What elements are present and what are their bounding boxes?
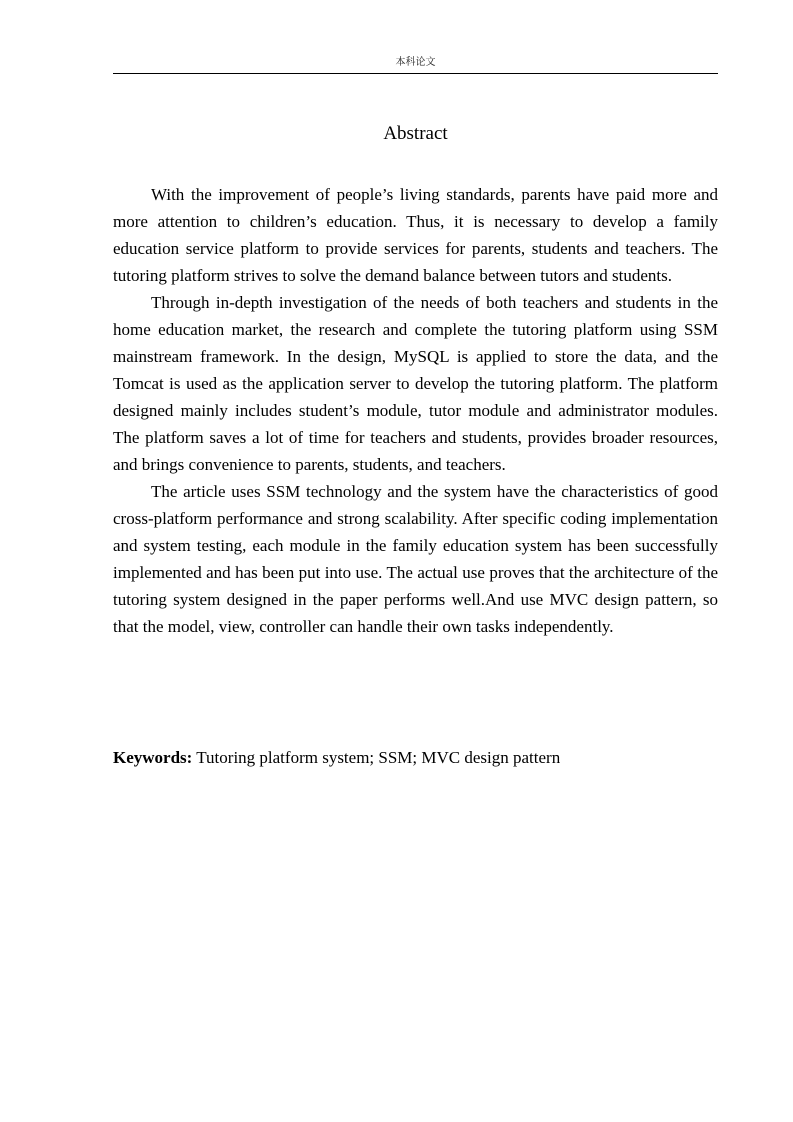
abstract-body [113,181,718,640]
keywords-text: Tutoring platform system; SSM; MVC design pattern [192,748,561,767]
abstract-paragraph-3: The article uses SSM technology and the system have the characteristics of good cross-platform performance and strong scalability. After specific coding implementation and system testing, each module in the family education system has been successfully implemented and has been put into use. The actual use proves that the architecture of the tutoring system designed in the paper performs well.And use MVC design pattern, so that the model, view, controller can handle their own tasks independently. [113,482,718,636]
running-header: 本科论文 [395,57,436,68]
keywords-line [113,744,718,771]
abstract-paragraph-2: Through in-depth investigation of the needs of both teachers and students in the home education market, the research and complete the tutoring platform using SSM mainstream framework. In the design, MySQL is applied to store the data, and the Tomcat is used as the application server to develop the tutoring platform. The platform designed mainly includes student’s module, tutor module and administrator modules. The platform saves a lot of time for teachers and students, provides broader resources, and brings convenience to parents, students, and teachers. [113,293,718,474]
abstract-paragraph-1: With the improvement of people’s living standards, parents have paid more and more attention to children’s education. Thus, it is necessary to develop a family education service platform to provide services for parents, students and teachers. The tutoring platform strives to solve the demand balance between tutors and students. [113,185,718,285]
keywords-label: Keywords: [113,748,193,767]
abstract-title: Abstract [383,123,448,144]
header-rule [113,73,718,74]
